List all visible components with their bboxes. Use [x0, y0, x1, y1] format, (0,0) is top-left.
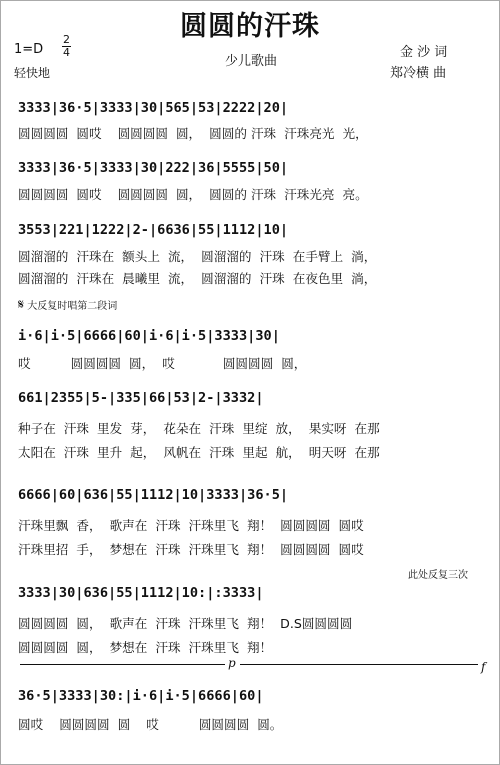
notation-line-3: 3553|221|1222|2-|6636|55|1112|10| — [18, 222, 289, 238]
forte-dynamic: f — [481, 660, 486, 674]
notation-line-2: 3333|36·5|3333|30|222|36|5555|50| — [18, 160, 289, 176]
tempo-marking: 轻快地 — [14, 66, 51, 80]
notation-line-6: 6666|60|636|55|1112|10|3333|36·5| — [18, 487, 289, 503]
subtitle: 少儿歌曲 — [225, 54, 278, 69]
composer-credit: 郑冷横 曲 — [390, 66, 447, 81]
notation-line-7: 3333|30|636|55|1112|10:|:3333| — [18, 585, 264, 601]
key-signature: 1=D — [14, 42, 44, 57]
piano-dynamic: p — [228, 656, 236, 670]
repeat-three-times-annotation: 此处反复三次 — [408, 570, 468, 581]
lyrics-line-6a: 汗珠里飘 香， 歌声在 汗珠 汗珠里飞 翔！ 圆圆圆圆 圆哎 — [18, 518, 364, 533]
lyrics-line-7b: 圆圆圆圆 圆， 梦想在 汗珠 汗珠里飞 翔！ — [18, 640, 273, 655]
lyrics-line-3b: 圆溜溜的 汗珠在 晨曦里 流， 圆溜溜的 汗珠 在夜色里 淌， — [18, 271, 377, 286]
lyrics-line-2: 圆圆圆圆 圆哎 圆圆圆圆 圆， 圆圆的 汗珠 汗珠光亮 亮。 — [18, 187, 368, 202]
segno-icon: 𝄋 — [18, 297, 25, 313]
lyricist-credit: 金 沙 词 — [400, 45, 448, 60]
lyrics-line-8: 圆哎 圆圆圆圆 圆 哎 圆圆圆圆 圆。 — [18, 717, 283, 732]
notation-line-5: 661|2355|5-|335|66|53|2-|3332| — [18, 390, 264, 406]
lyrics-line-5b: 太阳在 汗珠 里升 起， 风帆在 汗珠 里起 航， 明天呀 在那 — [18, 445, 380, 460]
segno-annotation: 𝄋 大反复时唱第二段词 — [18, 297, 118, 313]
lyrics-line-3a: 圆溜溜的 汗珠在 额头上 流， 圆溜溜的 汗珠 在手臂上 淌， — [18, 249, 377, 264]
lyrics-line-1: 圆圆圆圆 圆哎 圆圆圆圆 圆， 圆圆的 汗珠 汗珠亮光 光， — [18, 126, 368, 141]
notation-line-8: 36·5|3333|30:|i·6|i·5|6666|60| — [18, 688, 264, 704]
lyrics-line-4: 哎 圆圆圆圆 圆， 哎 圆圆圆圆 圆， — [18, 356, 307, 371]
song-title: 圆圆的汗珠 — [180, 11, 320, 42]
lyrics-line-6b: 汗珠里招 手， 梦想在 汗珠 汗珠里飞 翔！ 圆圆圆圆 圆哎 — [18, 542, 364, 557]
lyrics-line-5a: 种子在 汗珠 里发 芽， 花朵在 汗珠 里绽 放， 果实呀 在那 — [18, 421, 380, 436]
time-signature: 2 4 — [63, 33, 70, 59]
notation-line-4: i·6|i·5|6666|60|i·6|i·5|3333|30| — [18, 328, 280, 344]
lyrics-line-7a: 圆圆圆圆 圆， 歌声在 汗珠 汗珠里飞 翔！ D.S圆圆圆圆 — [18, 616, 353, 631]
notation-line-1: 3333|36·5|3333|30|565|53|2222|20| — [18, 100, 289, 116]
